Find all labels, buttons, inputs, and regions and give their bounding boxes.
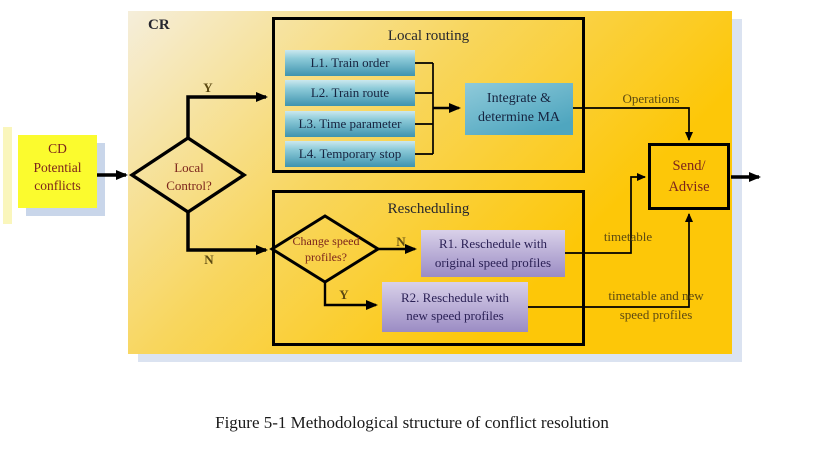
- rescheduling-title: Rescheduling: [387, 201, 470, 217]
- integrate-line: determine MA: [477, 110, 561, 125]
- send-advise-line: Send/: [672, 158, 706, 175]
- local-routing-title: Local routing: [387, 28, 470, 44]
- cd-line: CD: [48, 141, 67, 156]
- cr-label: CR: [148, 17, 170, 33]
- d1-line: Local: [174, 160, 204, 175]
- send-advise-line: Advise: [668, 178, 710, 195]
- label-timetable-new-line1: timetable and new: [608, 288, 704, 303]
- cd-line: Potential: [33, 159, 82, 175]
- task-l4-temporary-stop: L4. Temporary stop: [285, 141, 415, 167]
- d1-line: Control?: [166, 177, 212, 193]
- send-advise-box: [648, 143, 730, 210]
- label-yes-local: Y: [203, 80, 213, 95]
- cd-potential-conflicts-box: [18, 135, 97, 208]
- label-no-local: N: [204, 252, 214, 267]
- cd-line: conflicts: [34, 178, 81, 194]
- r1-line: original speed profiles: [434, 254, 552, 270]
- task-l3-time-parameter: L3. Time parameter: [285, 111, 415, 137]
- page-highlight-strip: [3, 127, 12, 224]
- task-r1-reschedule-original: [421, 230, 565, 277]
- task-r2-reschedule-new: [382, 282, 528, 332]
- label-operations: Operations: [622, 91, 680, 106]
- label-yes-speed: Y: [339, 287, 349, 302]
- task-l2-train-route: L2. Train route: [285, 80, 415, 106]
- task-l1-train-order: L1. Train order: [285, 50, 415, 76]
- change-speed-diamond-text: [293, 233, 360, 265]
- r1-line: R1. Reschedule with: [439, 236, 547, 252]
- integrate-line: Integrate &: [486, 91, 552, 107]
- r2-line: new speed profiles: [406, 308, 504, 323]
- local-control-diamond-text: [166, 159, 212, 194]
- figure-caption: Figure 5-1 Methodological structure of conflict resolution: [215, 413, 609, 432]
- label-timetable-new-line2: speed profiles: [619, 307, 693, 322]
- r2-line: R2. Reschedule with: [401, 289, 509, 305]
- label-no-speed: N: [396, 234, 406, 249]
- d2-line: profiles?: [305, 250, 347, 265]
- integrate-determine-ma-box: [465, 83, 573, 135]
- d2-line: Change speed: [292, 234, 360, 248]
- label-timetable: timetable: [603, 229, 653, 244]
